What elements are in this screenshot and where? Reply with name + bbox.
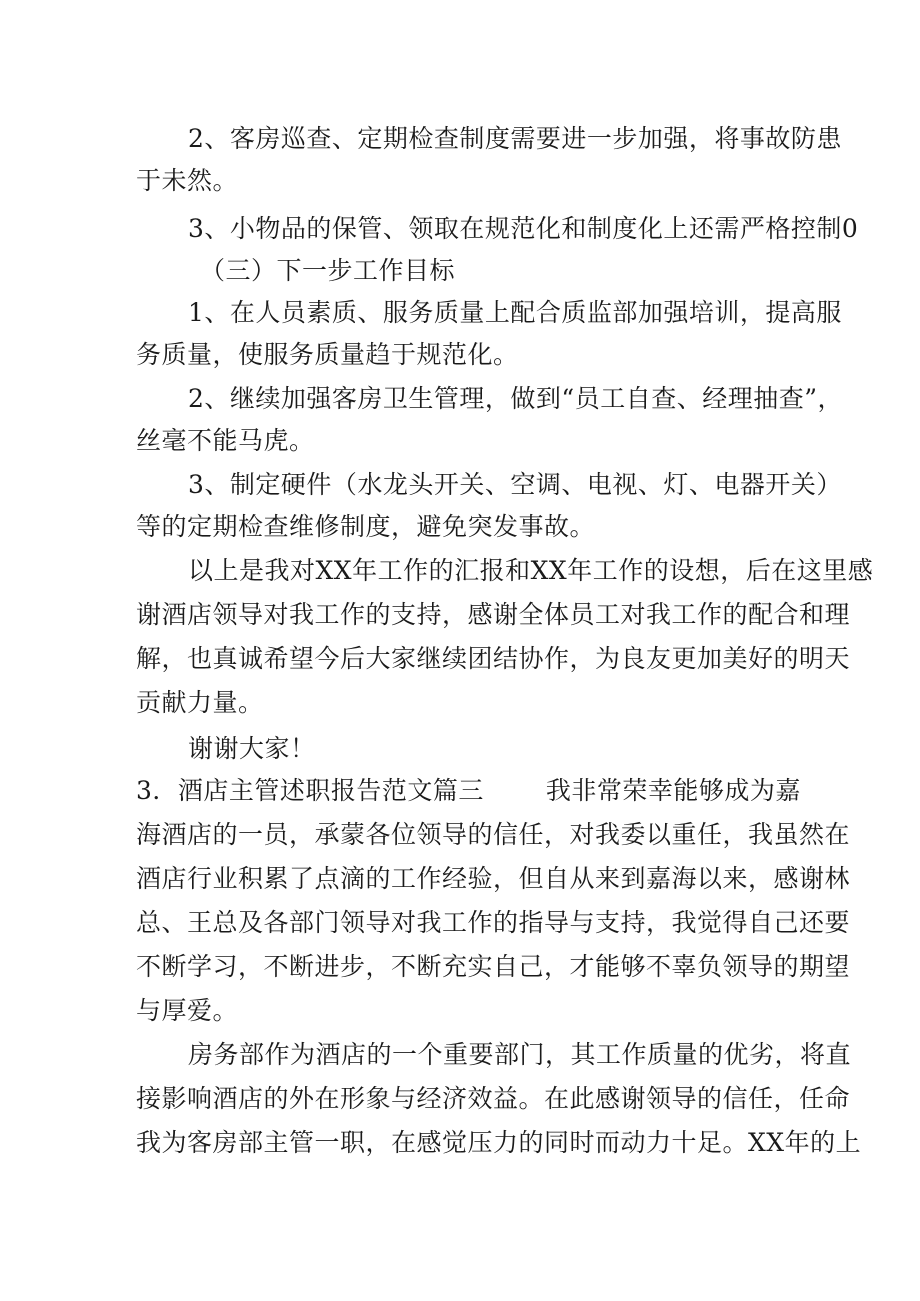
text-line: 我为客房部主管一职，在感觉压力的同时而动力十足。XX年的上 <box>136 1128 862 1157</box>
text-line: 海酒店的一员，承蒙各位领导的信任，对我委以重任，我虽然在 <box>136 820 851 849</box>
text-line: 不断学习，不断进步，不断充实自己，才能够不辜负领导的期望 <box>136 952 851 981</box>
text-line: 3、制定硬件（水龙头开关、空调、电视、灯、电器开关） <box>188 470 842 499</box>
text-line: 丝毫不能马虎。 <box>136 426 315 455</box>
text-line: 总、王总及各部门领导对我工作的指导与支持，我觉得自己还要 <box>136 908 851 937</box>
text-line: 2、继续加强客房卫生管理，做到“员工自查、经理抽查”， <box>188 384 843 413</box>
text-line: 1、在人员素质、服务质量上配合质监部加强培训，提高服 <box>188 298 842 327</box>
text-line: 2、客房巡查、定期检查制度需要进一步加强，将事故防患 <box>188 124 842 153</box>
text-line: 谢酒店领导对我工作的支持，感谢全体员工对我工作的配合和理 <box>136 600 851 629</box>
text-line: 贡献力量。 <box>136 688 264 717</box>
section-heading: （三）下一步工作目标 <box>200 256 456 285</box>
closing-line: 谢谢大家！ <box>188 734 316 763</box>
paragraph-start: 我非常荣幸能够成为嘉 <box>545 776 801 805</box>
text-line: 以上是我对XX年工作的汇报和XX年工作的设想，后在这里感 <box>188 556 874 585</box>
text-line: 接影响酒店的外在形象与经济效益。在此感谢领导的信任，任命 <box>136 1084 851 1113</box>
text-line: 等的定期检查维修制度，避免突发事故。 <box>136 512 596 541</box>
text-line: 3、小物品的保管、领取在规范化和制度化上还需严格控制0 <box>188 214 859 243</box>
text-line: 解，也真诚希望今后大家继续团结协作，为良友更加美好的明天 <box>136 644 851 673</box>
text-line: 于未然。 <box>136 166 239 195</box>
article-title: 3．酒店主管述职报告范文篇三 <box>136 776 484 805</box>
text-line: 酒店行业积累了点滴的工作经验，但自从来到嘉海以来，感谢林 <box>136 864 851 893</box>
article-title-line <box>136 776 801 806</box>
text-line: 房务部作为酒店的一个重要部门，其工作质量的优劣，将直 <box>188 1040 852 1069</box>
text-line: 与厚爱。 <box>136 996 239 1025</box>
text-line: 务质量，使服务质量趋于规范化。 <box>136 340 519 369</box>
